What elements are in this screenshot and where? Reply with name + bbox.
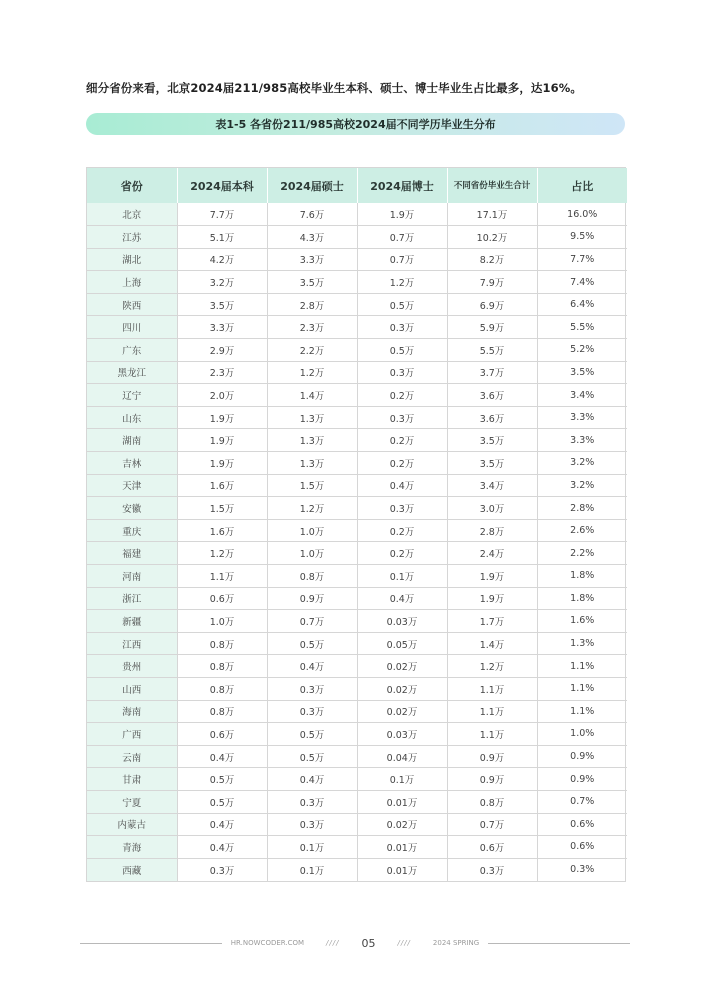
cell-doctor: 0.7万 xyxy=(357,248,447,271)
header-bachelor: 2024届本科 xyxy=(177,168,267,203)
cell-doctor: 0.2万 xyxy=(357,384,447,407)
cell-share: 7.4% xyxy=(537,271,627,294)
cell-share: 2.8% xyxy=(537,497,627,520)
cell-total: 10.2万 xyxy=(447,226,537,249)
cell-master: 1.0万 xyxy=(267,519,357,542)
table-row xyxy=(87,677,627,700)
cell-total: 3.6万 xyxy=(447,406,537,429)
cell-bachelor: 0.4万 xyxy=(177,745,267,768)
cell-total: 2.4万 xyxy=(447,542,537,565)
cell-bachelor: 1.0万 xyxy=(177,610,267,633)
cell-share: 0.9% xyxy=(537,768,627,791)
cell-share: 0.9% xyxy=(537,745,627,768)
cell-total: 1.4万 xyxy=(447,632,537,655)
cell-master: 0.3万 xyxy=(267,700,357,723)
cell-bachelor: 0.5万 xyxy=(177,790,267,813)
table-row xyxy=(87,384,627,407)
cell-share: 1.6% xyxy=(537,610,627,633)
cell-doctor: 0.5万 xyxy=(357,339,447,362)
cell-share: 6.4% xyxy=(537,293,627,316)
cell-province: 云南 xyxy=(87,745,177,768)
cell-total: 3.6万 xyxy=(447,384,537,407)
cell-share: 1.1% xyxy=(537,700,627,723)
cell-master: 0.4万 xyxy=(267,768,357,791)
table-row xyxy=(87,226,627,249)
cell-share: 1.3% xyxy=(537,632,627,655)
cell-province: 山东 xyxy=(87,406,177,429)
table-row xyxy=(87,519,627,542)
cell-doctor: 0.4万 xyxy=(357,474,447,497)
cell-master: 0.3万 xyxy=(267,677,357,700)
table-row xyxy=(87,723,627,746)
cell-total: 3.4万 xyxy=(447,474,537,497)
cell-master: 0.7万 xyxy=(267,610,357,633)
cell-province: 河南 xyxy=(87,565,177,588)
cell-bachelor: 0.4万 xyxy=(177,836,267,859)
table-row xyxy=(87,565,627,588)
cell-master: 2.8万 xyxy=(267,293,357,316)
cell-bachelor: 0.8万 xyxy=(177,700,267,723)
distribution-table xyxy=(87,168,627,881)
cell-bachelor: 1.1万 xyxy=(177,565,267,588)
cell-share: 3.3% xyxy=(537,406,627,429)
cell-province: 江苏 xyxy=(87,226,177,249)
footer-center xyxy=(231,937,479,950)
cell-share: 1.1% xyxy=(537,655,627,678)
cell-province: 西藏 xyxy=(87,858,177,881)
footer-edition: 2024 SPRING xyxy=(432,939,480,947)
cell-total: 17.1万 xyxy=(447,203,537,226)
cell-province: 安徽 xyxy=(87,497,177,520)
cell-doctor: 0.02万 xyxy=(357,700,447,723)
cell-share: 0.6% xyxy=(537,813,627,836)
cell-total: 2.8万 xyxy=(447,519,537,542)
cell-province: 海南 xyxy=(87,700,177,723)
cell-province: 宁夏 xyxy=(87,790,177,813)
cell-total: 0.3万 xyxy=(447,858,537,881)
cell-master: 2.2万 xyxy=(267,339,357,362)
cell-province: 福建 xyxy=(87,542,177,565)
table-row xyxy=(87,271,627,294)
intro-paragraph: 细分省份来看，北京2024届211/985高校毕业生本科、硕士、博士毕业生占比最多，达16%。 xyxy=(86,81,582,95)
cell-bachelor: 1.9万 xyxy=(177,406,267,429)
table-row xyxy=(87,474,627,497)
header-province: 省份 xyxy=(87,168,177,203)
cell-share: 0.7% xyxy=(537,790,627,813)
table-row xyxy=(87,203,627,226)
cell-province: 北京 xyxy=(87,203,177,226)
cell-master: 3.5万 xyxy=(267,271,357,294)
cell-doctor: 0.3万 xyxy=(357,406,447,429)
cell-master: 1.5万 xyxy=(267,474,357,497)
table-caption: 表1-5 各省份211/985高校2024届不同学历毕业生分布 xyxy=(86,113,625,135)
table-row xyxy=(87,429,627,452)
cell-total: 1.1万 xyxy=(447,677,537,700)
cell-province: 吉林 xyxy=(87,452,177,475)
cell-doctor: 0.1万 xyxy=(357,565,447,588)
cell-master: 3.3万 xyxy=(267,248,357,271)
cell-bachelor: 1.6万 xyxy=(177,519,267,542)
header-total: 不同省份毕业生合计 xyxy=(447,168,537,203)
cell-bachelor: 2.0万 xyxy=(177,384,267,407)
cell-bachelor: 1.5万 xyxy=(177,497,267,520)
cell-total: 0.7万 xyxy=(447,813,537,836)
cell-master: 2.3万 xyxy=(267,316,357,339)
cell-total: 1.1万 xyxy=(447,723,537,746)
cell-province: 天津 xyxy=(87,474,177,497)
cell-doctor: 0.05万 xyxy=(357,632,447,655)
cell-total: 6.9万 xyxy=(447,293,537,316)
cell-master: 0.8万 xyxy=(267,565,357,588)
cell-share: 1.0% xyxy=(537,723,627,746)
cell-total: 3.7万 xyxy=(447,361,537,384)
cell-bachelor: 0.6万 xyxy=(177,587,267,610)
cell-bachelor: 1.6万 xyxy=(177,474,267,497)
cell-bachelor: 0.4万 xyxy=(177,813,267,836)
cell-bachelor: 7.7万 xyxy=(177,203,267,226)
cell-province: 浙江 xyxy=(87,587,177,610)
cell-doctor: 0.02万 xyxy=(357,655,447,678)
cell-master: 0.1万 xyxy=(267,836,357,859)
cell-province: 四川 xyxy=(87,316,177,339)
cell-province: 贵州 xyxy=(87,655,177,678)
table-row xyxy=(87,293,627,316)
header-doctor: 2024届博士 xyxy=(357,168,447,203)
cell-doctor: 1.2万 xyxy=(357,271,447,294)
cell-bachelor: 3.3万 xyxy=(177,316,267,339)
cell-doctor: 0.3万 xyxy=(357,316,447,339)
cell-share: 5.2% xyxy=(537,339,627,362)
cell-share: 3.2% xyxy=(537,474,627,497)
cell-doctor: 0.7万 xyxy=(357,226,447,249)
table-row xyxy=(87,813,627,836)
table-row xyxy=(87,655,627,678)
page-number: 05 xyxy=(361,936,376,950)
cell-doctor: 0.02万 xyxy=(357,677,447,700)
cell-share: 0.3% xyxy=(537,858,627,881)
footer-separator-left: //// xyxy=(326,939,340,947)
cell-bachelor: 1.9万 xyxy=(177,429,267,452)
cell-master: 0.9万 xyxy=(267,587,357,610)
cell-doctor: 0.03万 xyxy=(357,610,447,633)
cell-total: 0.8万 xyxy=(447,790,537,813)
cell-total: 3.0万 xyxy=(447,497,537,520)
cell-total: 3.5万 xyxy=(447,429,537,452)
table-row xyxy=(87,700,627,723)
cell-share: 1.8% xyxy=(537,587,627,610)
cell-master: 0.5万 xyxy=(267,745,357,768)
cell-bachelor: 5.1万 xyxy=(177,226,267,249)
cell-bachelor: 0.5万 xyxy=(177,768,267,791)
cell-total: 0.9万 xyxy=(447,745,537,768)
table-row xyxy=(87,406,627,429)
cell-share: 2.6% xyxy=(537,519,627,542)
cell-doctor: 0.2万 xyxy=(357,542,447,565)
cell-province: 新疆 xyxy=(87,610,177,633)
cell-master: 0.3万 xyxy=(267,813,357,836)
cell-province: 江西 xyxy=(87,632,177,655)
cell-master: 7.6万 xyxy=(267,203,357,226)
cell-doctor: 0.3万 xyxy=(357,361,447,384)
cell-province: 甘肃 xyxy=(87,768,177,791)
cell-bachelor: 0.8万 xyxy=(177,677,267,700)
footer-site: HR.NOWCODER.COM xyxy=(230,939,305,947)
cell-province: 陕西 xyxy=(87,293,177,316)
cell-share: 1.1% xyxy=(537,677,627,700)
cell-master: 4.3万 xyxy=(267,226,357,249)
cell-master: 0.1万 xyxy=(267,858,357,881)
cell-total: 7.9万 xyxy=(447,271,537,294)
table-row xyxy=(87,632,627,655)
cell-share: 5.5% xyxy=(537,316,627,339)
cell-share: 0.6% xyxy=(537,836,627,859)
cell-share: 3.3% xyxy=(537,429,627,452)
cell-total: 1.1万 xyxy=(447,700,537,723)
cell-total: 8.2万 xyxy=(447,248,537,271)
table-row xyxy=(87,790,627,813)
cell-master: 1.4万 xyxy=(267,384,357,407)
cell-doctor: 0.02万 xyxy=(357,813,447,836)
cell-master: 1.3万 xyxy=(267,452,357,475)
table-row xyxy=(87,610,627,633)
cell-bachelor: 0.3万 xyxy=(177,858,267,881)
cell-bachelor: 0.6万 xyxy=(177,723,267,746)
footer-rule-left xyxy=(80,943,222,944)
cell-master: 0.5万 xyxy=(267,632,357,655)
table-row xyxy=(87,361,627,384)
cell-total: 3.5万 xyxy=(447,452,537,475)
table-row xyxy=(87,316,627,339)
cell-province: 内蒙古 xyxy=(87,813,177,836)
page-footer xyxy=(80,936,630,950)
cell-bachelor: 0.8万 xyxy=(177,655,267,678)
cell-doctor: 0.01万 xyxy=(357,858,447,881)
cell-master: 1.3万 xyxy=(267,429,357,452)
cell-bachelor: 1.9万 xyxy=(177,452,267,475)
cell-bachelor: 1.2万 xyxy=(177,542,267,565)
cell-share: 16.0% xyxy=(567,208,598,220)
cell-doctor: 0.2万 xyxy=(357,452,447,475)
cell-bachelor: 3.5万 xyxy=(177,293,267,316)
cell-province: 重庆 xyxy=(87,519,177,542)
cell-total: 1.7万 xyxy=(447,610,537,633)
cell-total: 1.2万 xyxy=(447,655,537,678)
cell-province: 广西 xyxy=(87,723,177,746)
cell-province: 黑龙江 xyxy=(87,361,177,384)
cell-total: 1.9万 xyxy=(447,587,537,610)
cell-doctor: 0.5万 xyxy=(357,293,447,316)
cell-province: 广东 xyxy=(87,339,177,362)
cell-province: 湖南 xyxy=(87,429,177,452)
cell-province: 上海 xyxy=(87,271,177,294)
cell-doctor: 0.01万 xyxy=(357,836,447,859)
cell-doctor: 0.01万 xyxy=(357,790,447,813)
cell-doctor: 0.04万 xyxy=(357,745,447,768)
cell-doctor: 1.9万 xyxy=(357,203,447,226)
distribution-table-container xyxy=(86,167,626,882)
table-row xyxy=(87,248,627,271)
cell-share: 3.2% xyxy=(537,452,627,475)
cell-total: 1.9万 xyxy=(447,565,537,588)
table-row xyxy=(87,587,627,610)
cell-share: 7.7% xyxy=(537,248,627,271)
cell-master: 1.2万 xyxy=(267,361,357,384)
table-row xyxy=(87,858,627,881)
cell-bachelor: 3.2万 xyxy=(177,271,267,294)
table-row xyxy=(87,452,627,475)
cell-doctor: 0.2万 xyxy=(357,429,447,452)
cell-master: 0.4万 xyxy=(267,655,357,678)
cell-doctor: 0.03万 xyxy=(357,723,447,746)
cell-share: 3.4% xyxy=(537,384,627,407)
table-row xyxy=(87,745,627,768)
header-share: 占比 xyxy=(537,168,627,203)
cell-doctor: 0.4万 xyxy=(357,587,447,610)
cell-total: 0.9万 xyxy=(447,768,537,791)
cell-master: 0.3万 xyxy=(267,790,357,813)
table-row xyxy=(87,836,627,859)
cell-province: 青海 xyxy=(87,836,177,859)
table-row xyxy=(87,542,627,565)
cell-master: 1.0万 xyxy=(267,542,357,565)
cell-bachelor: 2.9万 xyxy=(177,339,267,362)
cell-bachelor: 0.8万 xyxy=(177,632,267,655)
cell-master: 1.2万 xyxy=(267,497,357,520)
cell-bachelor: 4.2万 xyxy=(177,248,267,271)
footer-rule-right xyxy=(488,943,630,944)
cell-doctor: 0.1万 xyxy=(357,768,447,791)
cell-doctor: 0.2万 xyxy=(357,519,447,542)
cell-total: 0.6万 xyxy=(447,836,537,859)
cell-share: 3.5% xyxy=(537,361,627,384)
cell-province: 山西 xyxy=(87,677,177,700)
cell-total: 5.9万 xyxy=(447,316,537,339)
cell-province: 辽宁 xyxy=(87,384,177,407)
cell-share: 2.2% xyxy=(537,542,627,565)
table-row xyxy=(87,768,627,791)
cell-share: 1.8% xyxy=(537,565,627,588)
table-body xyxy=(87,203,627,881)
cell-province: 湖北 xyxy=(87,248,177,271)
table-row xyxy=(87,339,627,362)
table-header-row xyxy=(87,168,627,203)
cell-total: 5.5万 xyxy=(447,339,537,362)
cell-master: 0.5万 xyxy=(267,723,357,746)
footer-separator-right: //// xyxy=(397,939,411,947)
header-master: 2024届硕士 xyxy=(267,168,357,203)
cell-master: 1.3万 xyxy=(267,406,357,429)
cell-bachelor: 2.3万 xyxy=(177,361,267,384)
cell-share: 9.5% xyxy=(537,226,627,249)
cell-doctor: 0.3万 xyxy=(357,497,447,520)
table-row xyxy=(87,497,627,520)
